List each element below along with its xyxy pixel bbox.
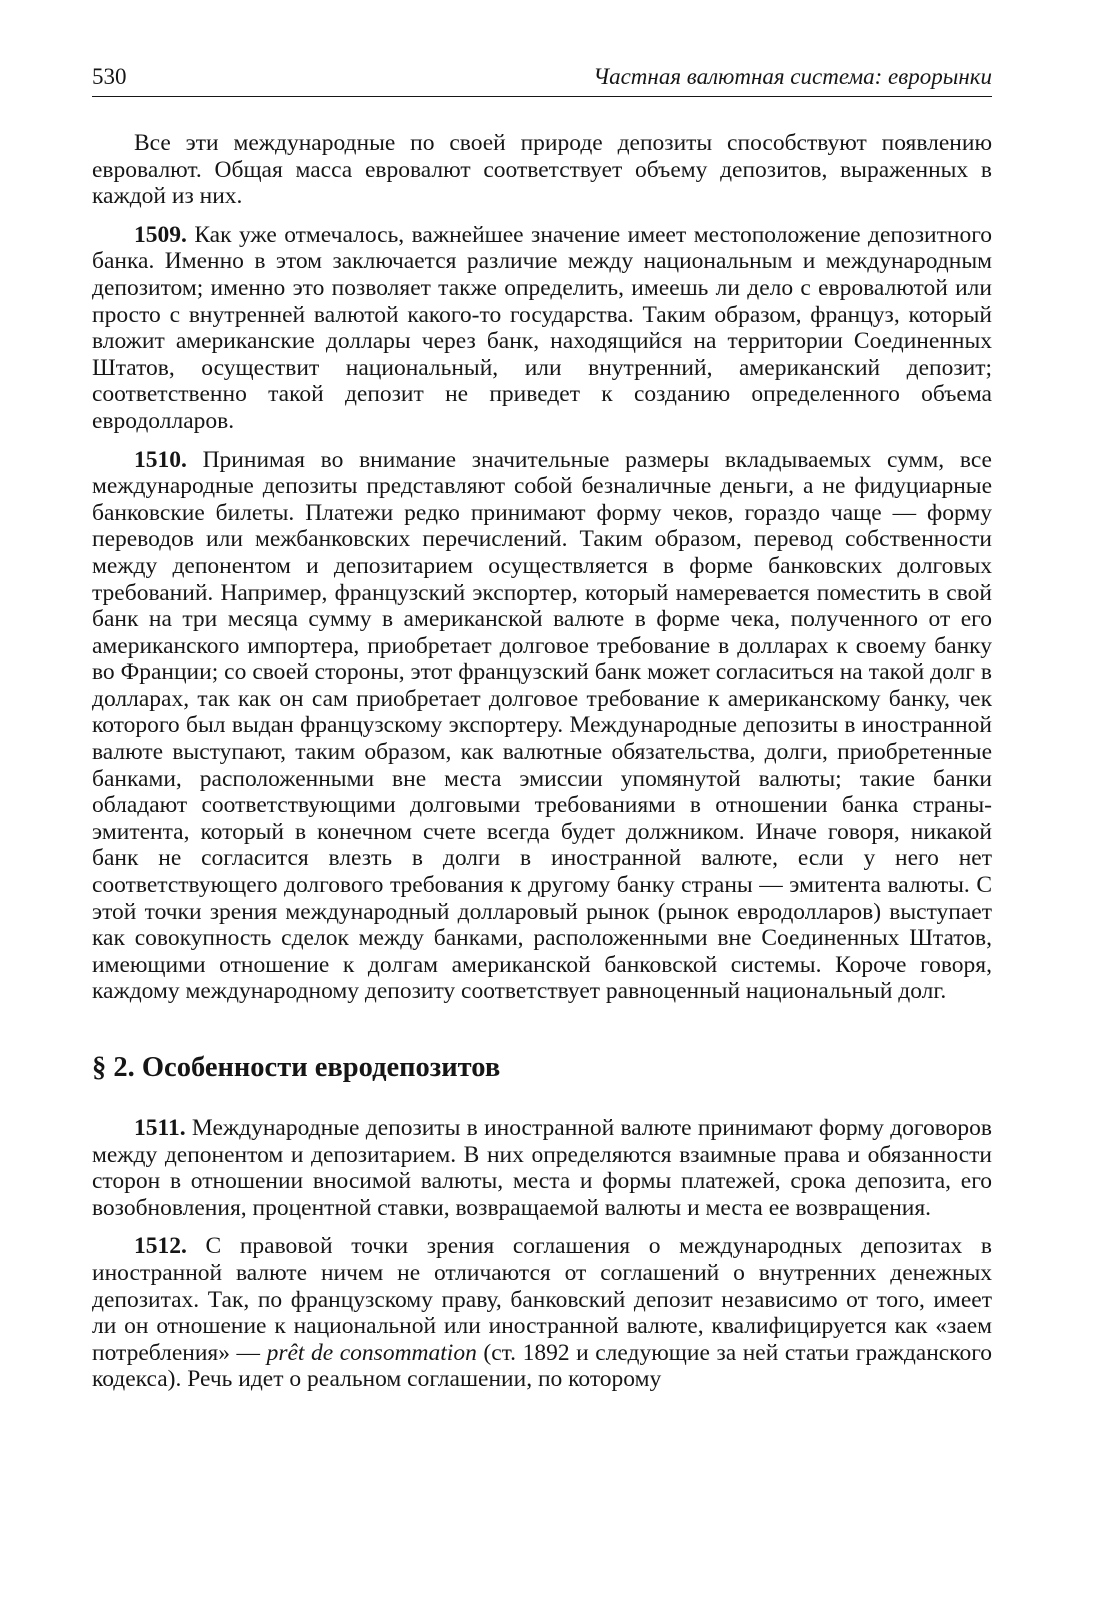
paragraph-text: Принимая во внимание значительные размеры вкладываемых сумм, все международные депозиты представляют собой безналичные деньги, а не фидуциарные банковские билеты. Платежи редко принимают форму чеков, гораздо чаще — форму переводов или межбанковских перечислений. Таким образом, перевод собственности между депонентом и депозитарием осуществляется в форме банковских долговых требований. Например, французский экспортер, который намеревается поместить в свой банк на три месяца сумму в американской валюте в форме чека, полученного от его американского импортера, приобретает долговое требование в долларах к своему банку во Франции; со своей стороны, этот французский банк может согласиться на такой долг в долларах, так как он сам приобретает долговое требование к американскому банку, чек которого был выдан французскому экспортеру. Международные депозиты в иностранной валюте выступают, таким образом, как валютные обязательства, долги, приобретенные банками, расположенными вне места эмиссии упомянутой валюты; такие банки обладают соответствующими долговыми требованиями в отношении банка страны-эмитента, который в конечном счете всегда будет должником. Иначе говоря, никакой банк не согласится влезть в долги в иностранной валюте, если у него нет соответствующего долгового требования к другому банку страны — эмитента валюты. С этой точки зрения международный долларовый рынок (рынок евродолларов) выступает как совокупность сделок между банками, расположенными вне Соединенных Штатов, имеющими отношение к долгам американской банковской системы. Короче говоря, каждому международному депозиту соответствует равноценный национальный долг.	[92, 446, 992, 1005]
paragraph-1512	[92, 1233, 992, 1393]
paragraph-1510	[92, 447, 992, 1005]
paragraph-text: Как уже отмечалось, важнейшее значение имеет местоположение депозитного банка. Именно в этом заключается различие между национальным и международным депозитом; именно это позволяет также определить, имеешь ли дело с евровалютой или просто с внутренней валютой какого-то государства. Таким образом, француз, который вложит американские доллары через банк, находящийся на территории Соединенных Штатов, осуществит национальный, или внутренний, американский депозит; соответственно такой депозит не приведет к созданию определенного объема евродолларов.	[92, 221, 992, 434]
section-heading: § 2. Особенности евродепозитов	[92, 1052, 501, 1083]
running-title: Частная валютная система: еврорынки	[593, 64, 992, 89]
page-number: 530	[92, 64, 127, 89]
paragraph-text: Международные депозиты в иностранной валюте принимают форму договоров между депонентом и депозитарием. В них определяются взаимные права и обязанности сторон в отношении вносимой валюты, места и формы платежей, срока депозита, его возобновления, процентной ставки, возвращаемой валюты и места ее возвращения.	[92, 1115, 992, 1221]
paragraph-number: 1509.	[134, 221, 187, 248]
paragraph-text: Все эти международные по своей природе депозиты способствуют появлению евровалют. Общая масса евровалют соответствует объему депозитов, выраженных в каждой из них.	[92, 130, 992, 210]
paragraph-number: 1512.	[134, 1233, 187, 1260]
page-header	[92, 62, 992, 97]
paragraph-intro	[92, 130, 992, 210]
paragraph-1509	[92, 222, 992, 435]
document-page	[92, 62, 992, 1393]
paragraph-text-end: (ст. 1892 и следующие за ней статьи гражданского кодекса). Речь идет о реальном соглашении, по которому	[92, 1339, 992, 1393]
paragraph-number: 1510.	[134, 446, 187, 473]
italic-term: prêt de consommation	[266, 1339, 477, 1366]
paragraph-text: С правовой точки зрения соглашения о международных депозитах в иностранной валюте ничем не отличаются от соглашений о внутренних денежных депозитах. Так, по французскому праву, банковский депозит независимо от того, имеет ли он отношение к национальной или иностранной валюте, квалифицируется как «заем потребления» —	[92, 1233, 992, 1366]
paragraph-1511	[92, 1115, 992, 1221]
page-body	[92, 130, 992, 1393]
paragraph-number: 1511.	[134, 1115, 186, 1141]
